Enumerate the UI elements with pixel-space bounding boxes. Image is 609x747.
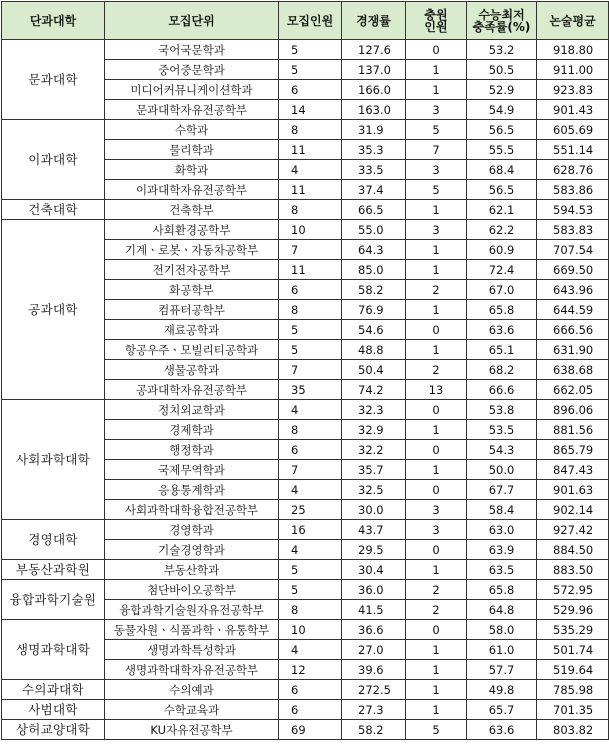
college-cell: 공과대학 [2, 220, 105, 400]
quota-cell: 10 [279, 220, 342, 240]
rate-cell: 43.7 [342, 520, 406, 540]
unit-cell: 기계ㆍ로봇ㆍ자동차공학부 [105, 240, 279, 260]
quota-cell: 25 [279, 500, 342, 520]
header-row [2, 2, 609, 40]
csat-cell: 65.7 [467, 700, 537, 720]
csat-cell: 62.2 [467, 220, 537, 240]
quota-cell: 8 [279, 200, 342, 220]
col-header-csat [467, 2, 537, 40]
csat-cell: 63.6 [467, 720, 537, 740]
rate-cell: 35.7 [342, 460, 406, 480]
quota-cell: 5 [279, 580, 342, 600]
unit-cell: 재료공학과 [105, 320, 279, 340]
unit-cell: 컴퓨터공학부 [105, 300, 279, 320]
extra-cell: 2 [406, 280, 467, 300]
extra-cell: 0 [406, 620, 467, 640]
essay-cell: 927.42 [537, 520, 609, 540]
quota-cell: 5 [279, 60, 342, 80]
extra-cell: 1 [406, 700, 467, 720]
csat-cell: 61.0 [467, 640, 537, 660]
quota-cell: 10 [279, 620, 342, 640]
extra-cell: 1 [406, 300, 467, 320]
extra-cell: 2 [406, 360, 467, 380]
quota-cell: 5 [279, 340, 342, 360]
quota-cell: 69 [279, 720, 342, 740]
table-row [2, 620, 609, 640]
quota-cell: 4 [279, 400, 342, 420]
rate-cell: 27.3 [342, 700, 406, 720]
csat-cell: 63.0 [467, 520, 537, 540]
quota-cell: 8 [279, 600, 342, 620]
csat-cell: 50.0 [467, 460, 537, 480]
extra-cell: 1 [406, 660, 467, 680]
csat-cell: 58.4 [467, 500, 537, 520]
essay-cell: 583.83 [537, 220, 609, 240]
college-cell: 부동산과학원 [2, 560, 105, 580]
essay-cell: 594.53 [537, 200, 609, 220]
csat-cell: 65.1 [467, 340, 537, 360]
quota-cell: 11 [279, 260, 342, 280]
essay-cell: 662.05 [537, 380, 609, 400]
extra-cell: 0 [406, 40, 467, 60]
college-cell: 이과대학 [2, 120, 105, 200]
college-cell: 사회과학대학 [2, 400, 105, 520]
unit-cell: 경영학과 [105, 520, 279, 540]
rate-cell: 272.5 [342, 680, 406, 700]
table-row [2, 580, 609, 600]
unit-cell: 이과대학자유전공학부 [105, 180, 279, 200]
unit-cell: 생물공학과 [105, 360, 279, 380]
essay-cell: 918.80 [537, 40, 609, 60]
unit-cell: 수의예과 [105, 680, 279, 700]
college-cell: 상허교양대학 [2, 720, 105, 740]
rate-cell: 48.8 [342, 340, 406, 360]
rate-cell: 55.0 [342, 220, 406, 240]
rate-cell: 30.4 [342, 560, 406, 580]
table-row [2, 40, 609, 60]
extra-cell: 3 [406, 220, 467, 240]
extra-cell: 1 [406, 460, 467, 480]
csat-cell: 62.1 [467, 200, 537, 220]
rate-cell: 36.6 [342, 620, 406, 640]
essay-cell: 638.68 [537, 360, 609, 380]
rate-cell: 58.2 [342, 280, 406, 300]
unit-cell: 동물자원ㆍ식품과학ㆍ유통학부 [105, 620, 279, 640]
unit-cell: 생명과학특성학과 [105, 640, 279, 660]
rate-cell: 163.0 [342, 100, 406, 120]
unit-cell: 응용통계학과 [105, 480, 279, 500]
extra-cell: 2 [406, 600, 467, 620]
rate-cell: 137.0 [342, 60, 406, 80]
csat-cell: 67.0 [467, 280, 537, 300]
extra-cell: 13 [406, 380, 467, 400]
quota-cell: 4 [279, 160, 342, 180]
rate-cell: 32.2 [342, 440, 406, 460]
csat-cell: 58.0 [467, 620, 537, 640]
unit-cell: 공과대학자유전공학부 [105, 380, 279, 400]
col-header-essay: 논술평균 [537, 2, 609, 40]
csat-cell: 55.5 [467, 140, 537, 160]
unit-cell: 수학교육과 [105, 700, 279, 720]
extra-cell: 2 [406, 580, 467, 600]
unit-cell: KU자유전공학부 [105, 720, 279, 740]
unit-cell: 문과대학자유전공학부 [105, 100, 279, 120]
quota-cell: 6 [279, 700, 342, 720]
csat-cell: 54.9 [467, 100, 537, 120]
unit-cell: 화학과 [105, 160, 279, 180]
extra-cell: 3 [406, 160, 467, 180]
quota-cell: 6 [279, 280, 342, 300]
essay-cell: 902.14 [537, 500, 609, 520]
rate-cell: 127.6 [342, 40, 406, 60]
csat-cell: 66.6 [467, 380, 537, 400]
rate-cell: 32.3 [342, 400, 406, 420]
quota-cell: 7 [279, 360, 342, 380]
quota-cell: 5 [279, 320, 342, 340]
extra-cell: 1 [406, 420, 467, 440]
extra-cell: 1 [406, 640, 467, 660]
unit-cell: 사회과학대학융합전공학부 [105, 500, 279, 520]
csat-cell: 63.6 [467, 320, 537, 340]
extra-cell: 1 [406, 60, 467, 80]
essay-cell: 535.29 [537, 620, 609, 640]
col-header-quota: 모집인원 [279, 2, 342, 40]
unit-cell: 사회환경공학부 [105, 220, 279, 240]
quota-cell: 8 [279, 120, 342, 140]
quota-cell: 14 [279, 100, 342, 120]
csat-cell: 68.2 [467, 360, 537, 380]
extra-cell: 7 [406, 140, 467, 160]
essay-cell: 583.86 [537, 180, 609, 200]
rate-cell: 66.5 [342, 200, 406, 220]
rate-cell: 27.0 [342, 640, 406, 660]
csat-cell: 53.5 [467, 420, 537, 440]
rate-cell: 32.9 [342, 420, 406, 440]
essay-cell: 551.14 [537, 140, 609, 160]
csat-cell: 60.9 [467, 240, 537, 260]
college-cell: 경영대학 [2, 520, 105, 560]
extra-cell: 1 [406, 560, 467, 580]
col-header-extra [406, 2, 467, 40]
essay-cell: 669.50 [537, 260, 609, 280]
essay-cell: 707.54 [537, 240, 609, 260]
essay-cell: 785.98 [537, 680, 609, 700]
extra-cell: 1 [406, 260, 467, 280]
col-header-college: 단과대학 [2, 2, 105, 40]
rate-cell: 31.9 [342, 120, 406, 140]
college-cell: 건축대학 [2, 200, 105, 220]
unit-cell: 수학과 [105, 120, 279, 140]
rate-cell: 39.6 [342, 660, 406, 680]
extra-cell: 5 [406, 720, 467, 740]
table-row [2, 560, 609, 580]
csat-cell: 52.9 [467, 80, 537, 100]
unit-cell: 정치외교학과 [105, 400, 279, 420]
essay-cell: 803.82 [537, 720, 609, 740]
csat-cell: 53.8 [467, 400, 537, 420]
unit-cell: 기술경영학과 [105, 540, 279, 560]
essay-cell: 701.35 [537, 700, 609, 720]
unit-cell: 생명과학대학자유전공학부 [105, 660, 279, 680]
rate-cell: 30.0 [342, 500, 406, 520]
extra-cell: 3 [406, 100, 467, 120]
col-header-unit: 모집단위 [105, 2, 279, 40]
unit-cell: 항공우주ㆍ모빌리티공학과 [105, 340, 279, 360]
rate-cell: 35.3 [342, 140, 406, 160]
quota-cell: 8 [279, 420, 342, 440]
unit-cell: 중어중문학과 [105, 60, 279, 80]
extra-cell: 1 [406, 80, 467, 100]
unit-cell: 첨단바이오공학부 [105, 580, 279, 600]
csat-cell: 63.9 [467, 540, 537, 560]
csat-cell: 50.5 [467, 60, 537, 80]
rate-cell: 54.6 [342, 320, 406, 340]
quota-cell: 4 [279, 540, 342, 560]
quota-cell: 6 [279, 440, 342, 460]
extra-cell: 3 [406, 500, 467, 520]
csat-cell: 57.7 [467, 660, 537, 680]
rate-cell: 32.5 [342, 480, 406, 500]
quota-cell: 4 [279, 640, 342, 660]
admission-results-table [1, 1, 609, 740]
extra-cell: 1 [406, 240, 467, 260]
quota-cell: 5 [279, 40, 342, 60]
essay-cell: 529.96 [537, 600, 609, 620]
quota-cell: 8 [279, 300, 342, 320]
col-header-csat-line2: 충족률(%) [472, 19, 531, 34]
table-row [2, 680, 609, 700]
csat-cell: 67.7 [467, 480, 537, 500]
rate-cell: 41.5 [342, 600, 406, 620]
csat-cell: 56.5 [467, 120, 537, 140]
col-header-rate: 경쟁률 [342, 2, 406, 40]
quota-cell: 7 [279, 240, 342, 260]
rate-cell: 76.9 [342, 300, 406, 320]
unit-cell: 미디어커뮤니케이션학과 [105, 80, 279, 100]
quota-cell: 5 [279, 560, 342, 580]
essay-cell: 572.95 [537, 580, 609, 600]
rate-cell: 85.0 [342, 260, 406, 280]
rate-cell: 74.2 [342, 380, 406, 400]
unit-cell: 화공학부 [105, 280, 279, 300]
table-row [2, 220, 609, 240]
table-row [2, 720, 609, 740]
unit-cell: 물리학과 [105, 140, 279, 160]
extra-cell: 0 [406, 320, 467, 340]
col-header-csat-line1: 수능최저 [478, 7, 525, 22]
quota-cell: 4 [279, 480, 342, 500]
college-cell: 융합과학기술원 [2, 580, 105, 620]
extra-cell: 5 [406, 120, 467, 140]
essay-cell: 901.63 [537, 480, 609, 500]
rate-cell: 37.4 [342, 180, 406, 200]
extra-cell: 0 [406, 400, 467, 420]
unit-cell: 국제무역학과 [105, 460, 279, 480]
essay-cell: 847.43 [537, 460, 609, 480]
csat-cell: 72.4 [467, 260, 537, 280]
table-row [2, 700, 609, 720]
rate-cell: 50.4 [342, 360, 406, 380]
csat-cell: 65.8 [467, 580, 537, 600]
essay-cell: 901.43 [537, 100, 609, 120]
csat-cell: 68.4 [467, 160, 537, 180]
extra-cell: 0 [406, 480, 467, 500]
essay-cell: 519.64 [537, 660, 609, 680]
quota-cell: 11 [279, 140, 342, 160]
unit-cell: 융합과학기술원자유전공학부 [105, 600, 279, 620]
essay-cell: 628.76 [537, 160, 609, 180]
quota-cell: 12 [279, 660, 342, 680]
extra-cell: 1 [406, 340, 467, 360]
unit-cell: 건축학부 [105, 200, 279, 220]
essay-cell: 644.59 [537, 300, 609, 320]
table-row [2, 200, 609, 220]
csat-cell: 64.8 [467, 600, 537, 620]
college-cell: 문과대학 [2, 40, 105, 120]
rate-cell: 64.3 [342, 240, 406, 260]
table-row [2, 520, 609, 540]
unit-cell: 국어국문학과 [105, 40, 279, 60]
csat-cell: 54.3 [467, 440, 537, 460]
college-cell: 사범대학 [2, 700, 105, 720]
rate-cell: 166.0 [342, 80, 406, 100]
essay-cell: 666.56 [537, 320, 609, 340]
quota-cell: 6 [279, 80, 342, 100]
extra-cell: 1 [406, 200, 467, 220]
extra-cell: 5 [406, 180, 467, 200]
table-row [2, 400, 609, 420]
rate-cell: 33.5 [342, 160, 406, 180]
unit-cell: 행정학과 [105, 440, 279, 460]
table-row [2, 120, 609, 140]
quota-cell: 16 [279, 520, 342, 540]
unit-cell: 전기전자공학부 [105, 260, 279, 280]
rate-cell: 29.5 [342, 540, 406, 560]
csat-cell: 56.5 [467, 180, 537, 200]
essay-cell: 881.56 [537, 420, 609, 440]
col-header-extra-line1: 충원 [424, 7, 448, 22]
unit-cell: 부동산학과 [105, 560, 279, 580]
essay-cell: 643.96 [537, 280, 609, 300]
essay-cell: 631.90 [537, 340, 609, 360]
extra-cell: 0 [406, 440, 467, 460]
extra-cell: 1 [406, 680, 467, 700]
quota-cell: 6 [279, 680, 342, 700]
csat-cell: 49.8 [467, 680, 537, 700]
extra-cell: 3 [406, 520, 467, 540]
college-cell: 생명과학대학 [2, 620, 105, 680]
essay-cell: 605.69 [537, 120, 609, 140]
unit-cell: 경제학과 [105, 420, 279, 440]
table-body [2, 40, 609, 740]
col-header-extra-line2: 인원 [424, 19, 448, 34]
essay-cell: 911.00 [537, 60, 609, 80]
rate-cell: 58.2 [342, 720, 406, 740]
college-cell: 수의과대학 [2, 680, 105, 700]
essay-cell: 923.83 [537, 80, 609, 100]
csat-cell: 65.8 [467, 300, 537, 320]
csat-cell: 53.2 [467, 40, 537, 60]
essay-cell: 501.74 [537, 640, 609, 660]
extra-cell: 0 [406, 540, 467, 560]
quota-cell: 7 [279, 460, 342, 480]
essay-cell: 865.79 [537, 440, 609, 460]
csat-cell: 63.5 [467, 560, 537, 580]
essay-cell: 896.06 [537, 400, 609, 420]
essay-cell: 884.50 [537, 540, 609, 560]
rate-cell: 36.0 [342, 580, 406, 600]
quota-cell: 11 [279, 180, 342, 200]
quota-cell: 35 [279, 380, 342, 400]
essay-cell: 883.50 [537, 560, 609, 580]
